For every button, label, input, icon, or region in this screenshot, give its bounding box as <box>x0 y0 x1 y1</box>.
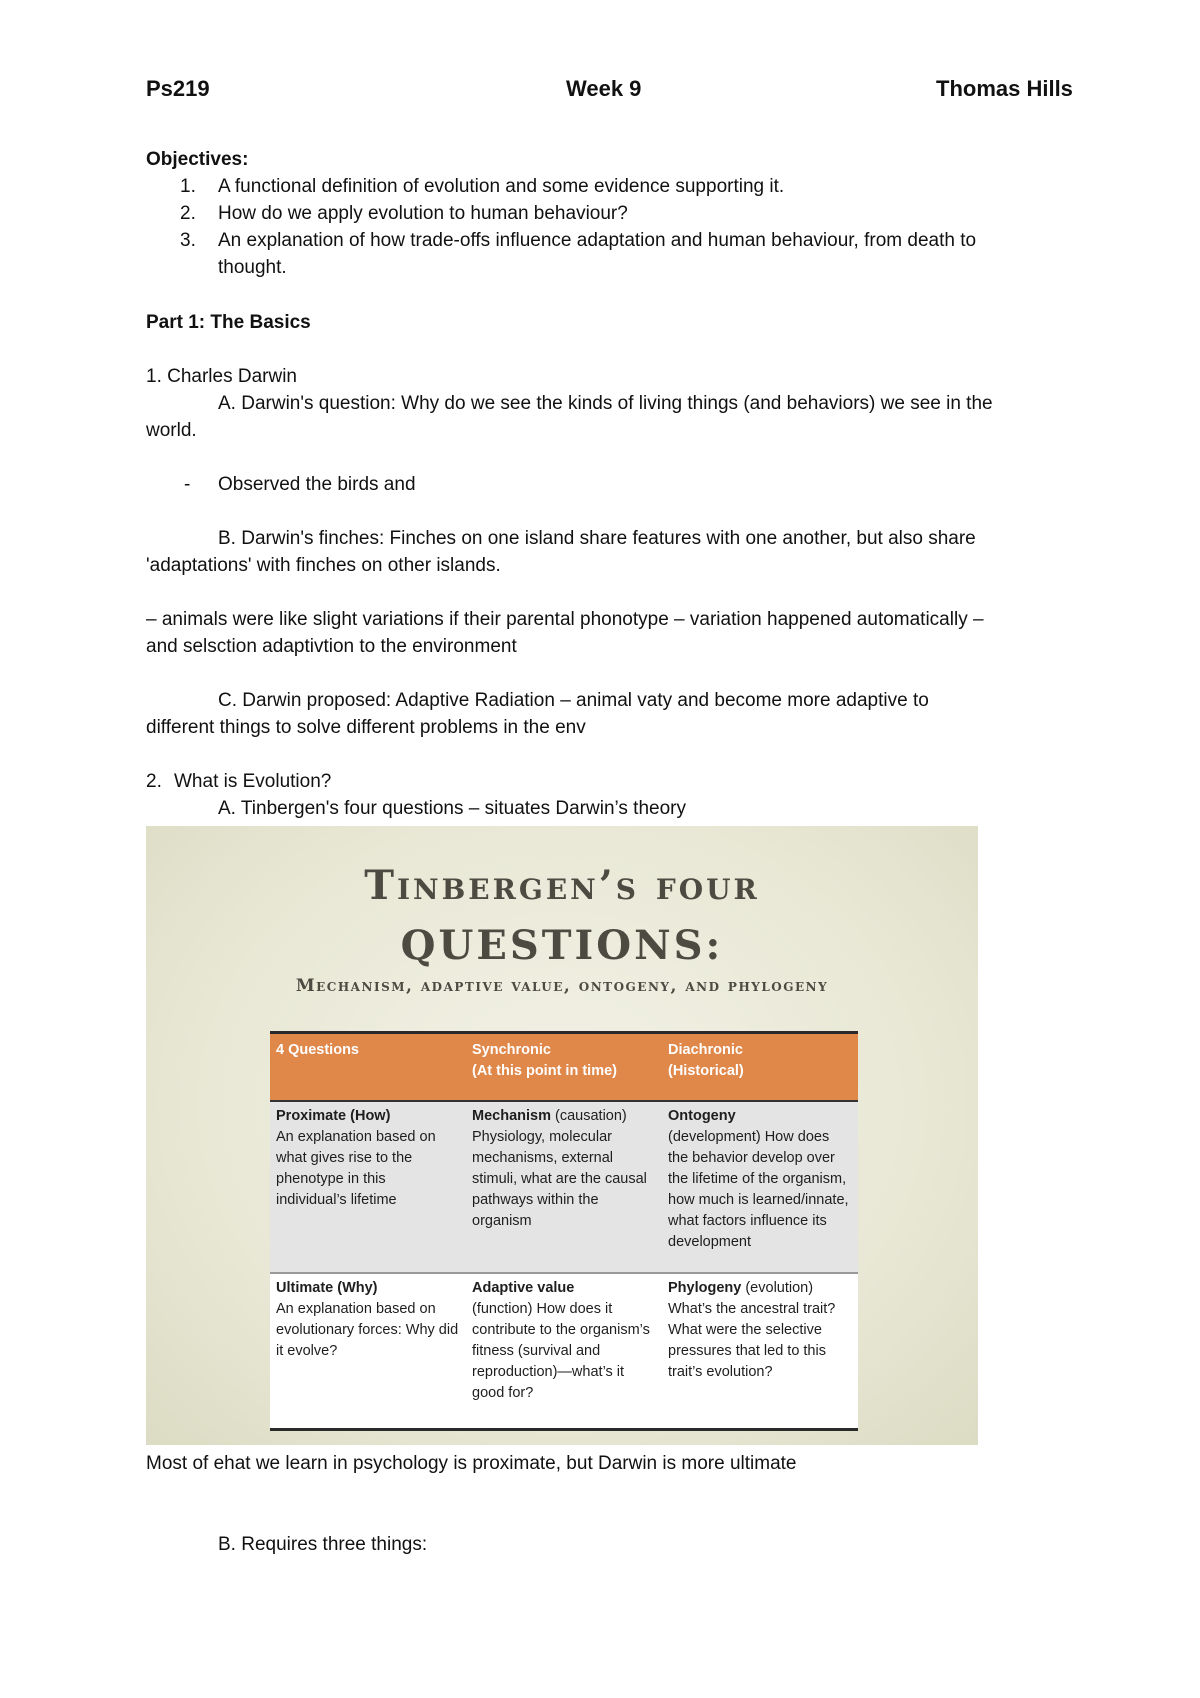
section-2-number: 2. <box>146 771 162 792</box>
table-cell: Ontogeny (development) How does the behavior develop over the lifetime of the organism, how much is learned/innate, what factors influence its development <box>662 1101 858 1273</box>
header-author: Thomas Hills <box>936 76 1073 101</box>
darwin-finches: B. Darwin's finches: Finches on one island share features with one another, but also share <box>218 528 976 549</box>
objective-number: 1. <box>180 176 196 197</box>
objective-text: A functional definition of evolution and some evidence supporting it. <box>218 176 785 197</box>
darwin-question: A. Darwin's question: Why do we see the kinds of living things (and behaviors) we see in the <box>218 393 993 414</box>
tinbergen-slide-image <box>146 826 978 1445</box>
header-course: Ps219 <box>146 76 210 101</box>
adaptive-radiation: C. Darwin proposed: Adaptive Radiation – animal vaty and become more adaptive to <box>218 690 929 711</box>
table-cell: Proximate (How) An explanation based on what gives rise to the phenotype in this individual’s lifetime <box>270 1101 466 1273</box>
table-row-ultimate <box>270 1273 858 1430</box>
table-header-cell: Diachronic (Historical) <box>662 1033 858 1102</box>
objective-number: 2. <box>180 203 196 224</box>
table-cell: Ultimate (Why) An explanation based on evolutionary forces: Why did it evolve? <box>270 1273 466 1430</box>
table-row-proximate <box>270 1101 858 1273</box>
objective-text: An explanation of how trade-offs influence adaptation and human behaviour, from death to <box>218 230 977 251</box>
objectives-heading: Objectives: <box>146 149 249 170</box>
proximate-ultimate-note: Most of ehat we learn in psychology is proximate, but Darwin is more ultimate <box>146 1453 797 1474</box>
objective-text: How do we apply evolution to human behaviour? <box>218 203 628 224</box>
part1-heading: Part 1: The Basics <box>146 312 311 333</box>
table-header-cell: Synchronic (At this point in time) <box>466 1033 662 1102</box>
bullet-dash: - <box>184 474 191 495</box>
section-2-title: What is Evolution? <box>174 771 332 792</box>
objective-text-continued: thought. <box>218 257 287 278</box>
objective-number: 3. <box>180 230 196 251</box>
tinbergen-line: A. Tinbergen's four questions – situates Darwin’s theory <box>218 798 686 819</box>
requires-three-things: B. Requires three things: <box>218 1534 428 1555</box>
variation-note: – animals were like slight variations if their parental phonotype – variation happened automatically – <box>146 609 984 630</box>
slide-subtitle: Mechanism, adaptive value, ontogeny, and phylogeny <box>295 976 829 996</box>
adaptive-radiation-continued: different things to solve different problems in the env <box>146 717 586 738</box>
slide-title-line1: Tinbergen’s four <box>364 862 760 909</box>
table-cell: Mechanism (causation) Physiology, molecular mechanisms, external stimuli, what are the causal pathways within the organism <box>466 1101 662 1273</box>
section-1-title: 1. Charles Darwin <box>146 366 297 387</box>
bullet-text: Observed the birds and <box>218 474 416 495</box>
darwin-finches-continued: 'adaptations' with finches on other islands. <box>146 555 501 576</box>
variation-note-continued: and selsction adaptivtion to the environment <box>146 636 517 657</box>
table-header-cell: 4 Questions <box>270 1033 466 1102</box>
table-cell: Adaptive value (function) How does it contribute to the organism’s fitness (survival and reproduction)—what’s it good for? <box>466 1273 662 1430</box>
table-cell: Phylogeny (evolution) What’s the ancestral trait? What were the selective pressures that led to this trait’s evolution? <box>662 1273 858 1430</box>
header-week: Week 9 <box>566 76 642 101</box>
slide-title-line2: QUESTIONS: <box>400 922 724 969</box>
tinbergen-table <box>270 1031 858 1431</box>
table-header-row <box>270 1033 858 1102</box>
darwin-question-continued: world. <box>146 420 197 441</box>
